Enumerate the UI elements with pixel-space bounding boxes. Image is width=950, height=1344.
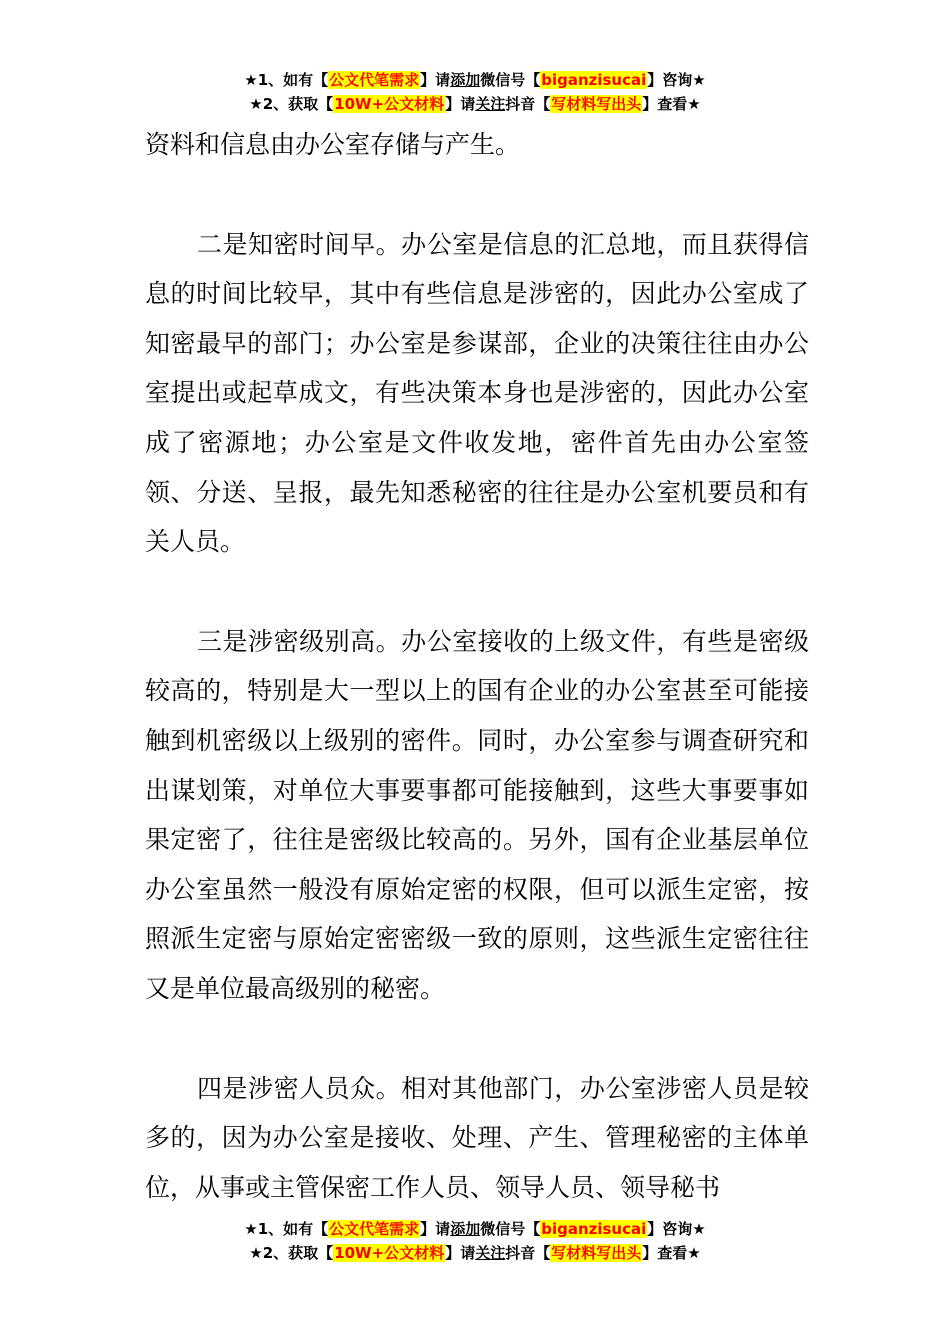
banner-text: 微信号【	[480, 71, 541, 89]
paragraph-point-2: 二是知密时间早。办公室是信息的汇总地，而且获得信息的时间比较早，其中有些信息是涉密的，因此办公室成了知密最早的部门；办公室是参谋部，企业的决策往往由办公室提出或起草成文，有些决策本身也是涉密的，因此办公室成了密源地；办公室是文件收发地，密件首先由办公室签领、分送、呈报，最先知悉秘密的往往是办公室机要员和有关人员。	[145, 229, 809, 557]
paragraph-point-3: 三是涉密级别高。办公室接收的上级文件，有些是密级较高的，特别是大一型以上的国有企业的办公室甚至可能接触到机密级以上级别的密件。同时，办公室参与调查研究和出谋划策，对单位大事要事都可能接触到，这些大事要事如果定密了，往往是密级比较高的。另外，国有企业基层单位办公室虽然一般没有原始定密的权限，但可以派生定密，按照派生定密与原始定密密级一致的原则，这些派生定密往往又是单位最高级别的秘密。	[145, 626, 809, 1003]
highlight-text: 公文代笔需求	[329, 1220, 420, 1238]
underlined-text: 添加	[450, 1220, 481, 1238]
highlight-text: 10W+公文材料	[334, 95, 445, 113]
underlined-text: 关注	[475, 95, 506, 113]
highlight-text: 公文代笔需求	[329, 71, 420, 89]
highlight-wechat-id: biganzisucai	[541, 1220, 647, 1238]
underlined-text: 关注	[475, 1244, 506, 1262]
highlight-douyin-id: 写材料写出头	[551, 1244, 642, 1262]
banner-text: 】查看★	[642, 1244, 701, 1262]
banner-text: 】咨询★	[647, 1220, 706, 1238]
banner-text: 】咨询★	[647, 71, 706, 89]
underlined-text: 添加	[450, 71, 481, 89]
banner-text: 微信号【	[480, 1220, 541, 1238]
banner-text: 】请	[420, 71, 451, 89]
document-body	[145, 120, 809, 1212]
highlight-text: 10W+公文材料	[334, 1244, 445, 1262]
footer-banner	[0, 1217, 950, 1265]
banner-line-2	[0, 92, 950, 116]
banner-text: ★2、获取【	[249, 1244, 334, 1262]
paragraph-point-4: 四是涉密人员众。相对其他部门，办公室涉密人员是较多的，因为办公室是接收、处理、产生、管理秘密的主体单位，从事或主管保密工作人员、领导人员、领导秘书	[145, 1073, 809, 1202]
header-banner	[0, 68, 950, 116]
banner-text: ★1、如有【	[244, 71, 329, 89]
banner-line-1	[0, 68, 950, 92]
banner-text: 抖音【	[505, 95, 551, 113]
banner-text: 】请	[445, 95, 476, 113]
banner-text: 】查看★	[642, 95, 701, 113]
banner-line-1	[0, 1217, 950, 1241]
banner-line-2	[0, 1241, 950, 1265]
banner-text: ★1、如有【	[244, 1220, 329, 1238]
banner-text: 抖音【	[505, 1244, 551, 1262]
paragraph-continuation: 资料和信息由办公室存储与产生。	[145, 130, 521, 159]
banner-text: 】请	[445, 1244, 476, 1262]
banner-text: 】请	[420, 1220, 451, 1238]
banner-text: ★2、获取【	[249, 95, 334, 113]
highlight-wechat-id: biganzisucai	[541, 71, 647, 89]
highlight-douyin-id: 写材料写出头	[551, 95, 642, 113]
